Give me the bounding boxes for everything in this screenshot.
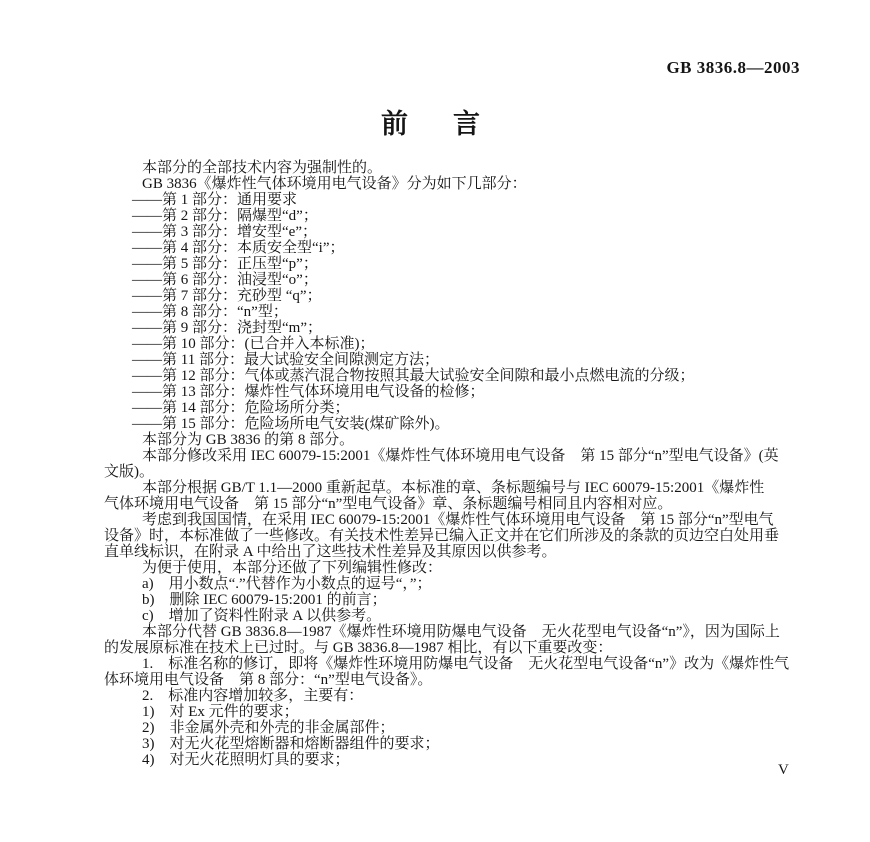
text-line: 本部分根据 GB/T 1.1—2000 重新起草。本标准的章、条标题编号与 IEC 60079-15:2001《爆炸性 [142, 480, 765, 496]
text-line: ——第 3 部分：增安型“e”； [132, 224, 317, 240]
text-line: GB 3836《爆炸性气体环境用电气设备》分为如下几部分： [142, 176, 527, 192]
text-line: 本部分修改采用 IEC 60079-15:2001《爆炸性气体环境用电气设备 第 15 部分“n”型电气设备》(英 [142, 448, 779, 464]
text-line: 本部分为 GB 3836 的第 8 部分。 [142, 432, 355, 448]
text-line: ——第 5 部分：正压型“p”； [132, 256, 318, 272]
text-line: 2) 非金属外壳和外壳的非金属部件； [142, 720, 395, 736]
text-line: 1) 对 Ex 元件的要求； [142, 704, 299, 720]
text-line: c) 增加了资料性附录 A 以供参考。 [142, 608, 382, 624]
text-line: ——第 6 部分：油浸型“o”； [132, 272, 318, 288]
text-line: ——第 8 部分：“n”型； [132, 304, 288, 320]
text-line: 文版)。 [104, 464, 154, 480]
text-line: ——第 10 部分：(已合并入本标准)； [132, 336, 375, 352]
text-line: 气体环境用电气设备 第 15 部分“n”型电气设备》章、条标题编号相同且内容相对应。 [104, 496, 673, 512]
text-line: 设备》时，本标准做了一些修改。有关技术性差异已编入正文并在它们所涉及的条款的页边空白处用垂 [104, 528, 780, 544]
text-line: ——第 7 部分：充砂型 “q”； [132, 288, 322, 304]
text-line: 为便于使用，本部分还做了下列编辑性修改： [142, 560, 443, 576]
text-line: ——第 4 部分：本质安全型“i”； [132, 240, 345, 256]
foreword-body [104, 160, 836, 768]
text-line: ——第 13 部分：爆炸性气体环境用电气设备的检修； [132, 384, 485, 400]
text-line: 本部分代替 GB 3836.8—1987《爆炸性环境用防爆电气设备 无火花型电气设备“n”》，因为国际上 [142, 624, 780, 640]
text-line: 直单线标识，在附录 A 中给出了这些技术性差异及其原因以供参考。 [104, 544, 557, 560]
text-line: a) 用小数点“.”代替作为小数点的逗号“，”； [142, 576, 432, 592]
foreword-title: 前 言 [381, 109, 489, 139]
text-line: 考虑到我国国情，在采用 IEC 60079-15:2001《爆炸性气体环境用电气设备 第 15 部分“n”型电气 [142, 512, 774, 528]
standard-number: GB 3836.8—2003 [666, 58, 800, 77]
text-line: 2. 标准内容增加较多，主要有： [142, 688, 364, 704]
text-line: ——第 11 部分：最大试验安全间隙测定方法； [132, 352, 439, 368]
page-number: V [778, 762, 789, 778]
text-line: 4) 对无火花照明灯具的要求； [142, 752, 350, 768]
text-line: ——第 12 部分：气体或蒸汽混合物按照其最大试验安全间隙和最小点燃电流的分级； [132, 368, 695, 384]
text-line: ——第 14 部分：危险场所分类； [132, 400, 350, 416]
text-line: ——第 1 部分：通用要求 [132, 192, 298, 208]
text-line: ——第 9 部分：浇封型“m”； [132, 320, 322, 336]
text-line: 体环境用电气设备 第 8 部分：“n”型电气设备》。 [104, 672, 433, 688]
text-line: ——第 15 部分：危险场所电气安装(煤矿除外)。 [132, 416, 450, 432]
text-line: 1. 标准名称的修订，即将《爆炸性环境用防爆电气设备 无火花型电气设备“n”》改为《爆炸性气 [142, 656, 790, 672]
text-line: 的发展原标准在技术上已过时。与 GB 3836.8—1987 相比，有以下重要改变： [104, 640, 613, 656]
text-line: 本部分的全部技术内容为强制性的。 [142, 160, 383, 176]
text-line: 3) 对无火花型熔断器和熔断器组件的要求； [142, 736, 440, 752]
text-line: ——第 2 部分：隔爆型“d”； [132, 208, 318, 224]
text-line: b) 删除 IEC 60079-15:2001 的前言； [142, 592, 387, 608]
